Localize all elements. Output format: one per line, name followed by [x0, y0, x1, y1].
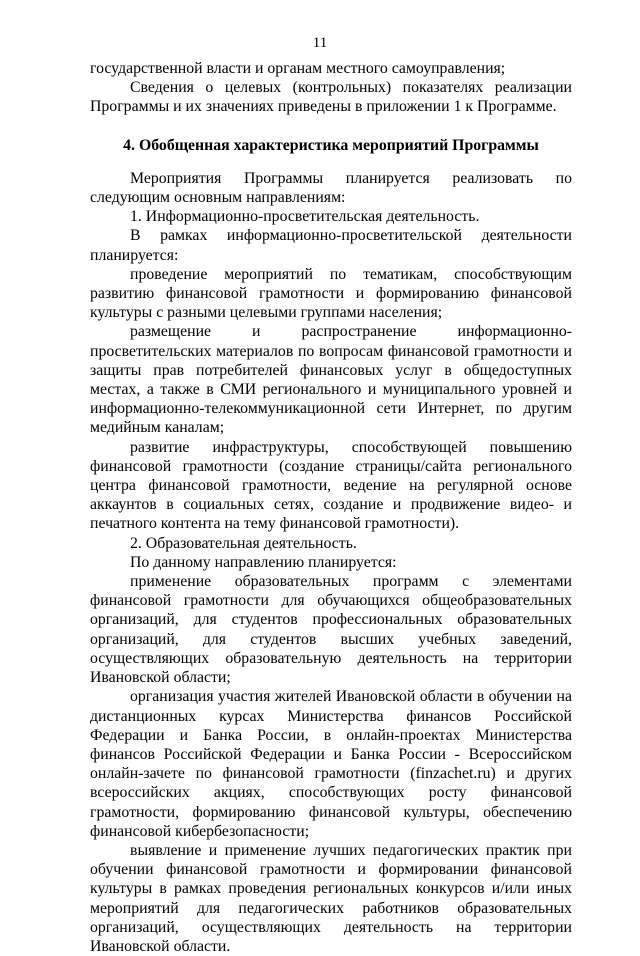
page-number: 11	[312, 35, 328, 51]
section-heading: 4. Обобщенная характеристика мероприятий Программы	[123, 136, 539, 154]
paragraph-7: 2. Образовательная деятельность.	[130, 534, 357, 552]
paragraph-5: размещение и распространение информационно-просветительских материалов по вопросам финансовой грамотности и защиты прав потребителей финансовых услуг в общедоступных местах, а также в СМИ регионального и муниципального уровней и информационно-телекоммуникационной сети Интернет, по другим медийным каналам;	[90, 323, 572, 437]
document-body	[90, 59, 572, 956]
paragraph-11: выявление и применение лучших педагогических практик при обучении финансовой грамотности и формировании финансовой культуры в рамках проведения региональных конкурсов и/или иных мероприятий для педагогических работников образовательных организаций, осуществляющих деятельность на территории Ивановской области.	[90, 841, 572, 955]
paragraph-4: проведение мероприятий по тематикам, способствующим развитию финансовой грамотности и формированию финансовой культуры с разными целевыми группами населения;	[90, 265, 572, 322]
paragraph-10: организация участия жителей Ивановской области в обучении на дистанционных курсах Министерства финансов Российской Федерации и Банка России, в онлайн-проектах Министерства финансов Российской Федерации и Банка России - Всероссийском онлайн-зачете по финансовой грамотности (finzachet.ru) и других всероссийских акциях, способствующих росту финансовой грамотности, формированию финансовой культуры, обеспечению финансовой кибербезопасности;	[90, 688, 572, 840]
intro-line-1: государственной власти и органам местного самоуправления;	[90, 60, 506, 77]
paragraph-2: 1. Информационно-просветительская деятельность.	[130, 208, 480, 226]
paragraph-1: Мероприятия Программы планируется реализовать по следующим основным направлениям:	[90, 169, 572, 207]
paragraph-3: В рамках информационно-просветительской деятельности планируется:	[90, 227, 572, 264]
paragraph-6: развитие инфраструктуры, способствующей повышению финансовой грамотности (создание страницы/сайта регионального центра финансовой грамотности, ведение на регулярной основе аккаунтов в социальных сетях, создание и продвижение видео- и печатного контента на тему финансовой грамотности).	[90, 438, 572, 533]
paragraph-8: По данному направлению планируется:	[130, 553, 397, 571]
intro-paragraph-2: Сведения о целевых (контрольных) показателях реализации Программы и их значениях приведены в приложении 1 к Программе.	[90, 79, 572, 116]
paragraph-9: применение образовательных программ с элементами финансовой грамотности для обучающихся общеобразовательных организаций, для студентов профессиональных образовательных организаций, для студентов высших учебных заведений, осуществляющих образовательную деятельность на территории Ивановской области;	[90, 573, 572, 687]
